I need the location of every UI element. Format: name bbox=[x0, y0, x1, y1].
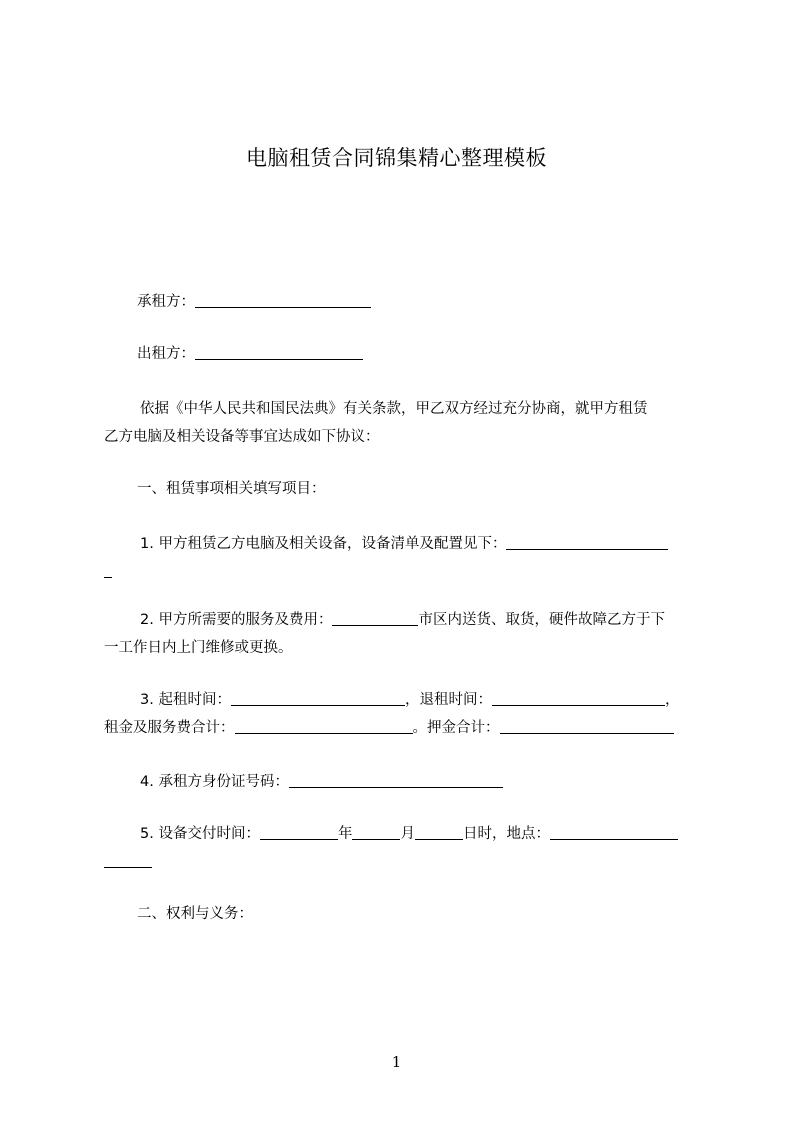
delivery-year-blank[interactable] bbox=[260, 823, 338, 840]
item1-text: 1. 甲方租赁乙方电脑及相关设备，设备清单及配置见下： bbox=[140, 536, 507, 552]
rent-fee-label: 租金及服务费合计： bbox=[104, 720, 235, 736]
item2-blank[interactable] bbox=[332, 609, 418, 626]
delivery-place-blank-cont[interactable] bbox=[104, 851, 152, 868]
item5-paragraph bbox=[104, 820, 708, 876]
id-number-blank[interactable] bbox=[289, 771, 503, 788]
item4-line bbox=[104, 768, 744, 796]
item3-paragraph bbox=[104, 686, 708, 742]
intro-line-2: 乙方电脑及相关设备等事宜达成如下协议： bbox=[104, 429, 380, 445]
delivery-month-blank[interactable] bbox=[352, 823, 400, 840]
item2-line2: 一工作日内上门维修或更换。 bbox=[104, 640, 293, 656]
item2-post: 市区内送货、取货，硬件故障乙方于下 bbox=[418, 612, 665, 628]
item3-comma: ， bbox=[664, 692, 680, 708]
section1-heading: 一、租赁事项相关填写项目： bbox=[137, 481, 326, 497]
end-time-blank[interactable] bbox=[492, 689, 665, 706]
intro-line-1: 依据《中华人民共和国民法典》有关条款，甲乙双方经过充分协商，就甲方租赁 bbox=[140, 401, 648, 417]
item2-paragraph bbox=[104, 606, 708, 662]
item2-pre: 2. 甲方所需要的服务及费用： bbox=[140, 612, 333, 628]
item4-text: 4. 承租方身份证号码： bbox=[140, 774, 289, 790]
deposit-blank[interactable] bbox=[500, 717, 674, 734]
item5-label: 5. 设备交付时间： bbox=[140, 826, 260, 842]
lessee-blank[interactable] bbox=[195, 291, 371, 308]
lessor-label: 出租方： bbox=[137, 346, 195, 362]
delivery-day-blank[interactable] bbox=[415, 823, 463, 840]
page-number: 1 bbox=[391, 1053, 402, 1071]
item1-paragraph bbox=[104, 530, 708, 586]
intro-paragraph bbox=[104, 395, 708, 451]
item3-end-label: ，退租时间： bbox=[404, 692, 492, 708]
item1-blank-cont[interactable] bbox=[104, 561, 112, 578]
item1-blank[interactable] bbox=[506, 533, 668, 550]
item3-start-label: 3. 起租时间： bbox=[140, 692, 231, 708]
section2-heading: 二、权利与义务： bbox=[137, 906, 253, 922]
deposit-label: 。押金合计： bbox=[412, 720, 500, 736]
document-title: 电脑租赁合同锦集精心整理模板 bbox=[246, 146, 547, 170]
item5-month: 月 bbox=[400, 826, 415, 842]
start-time-blank[interactable] bbox=[231, 689, 405, 706]
delivery-place-blank[interactable] bbox=[550, 823, 678, 840]
item5-year: 年 bbox=[337, 826, 353, 842]
lessor-line bbox=[104, 340, 741, 368]
lessor-blank[interactable] bbox=[195, 343, 363, 360]
rent-fee-blank[interactable] bbox=[235, 717, 413, 734]
item5-day: 日时，地点： bbox=[462, 826, 550, 842]
lessee-label: 承租方： bbox=[137, 294, 195, 310]
lessee-line bbox=[104, 288, 741, 316]
